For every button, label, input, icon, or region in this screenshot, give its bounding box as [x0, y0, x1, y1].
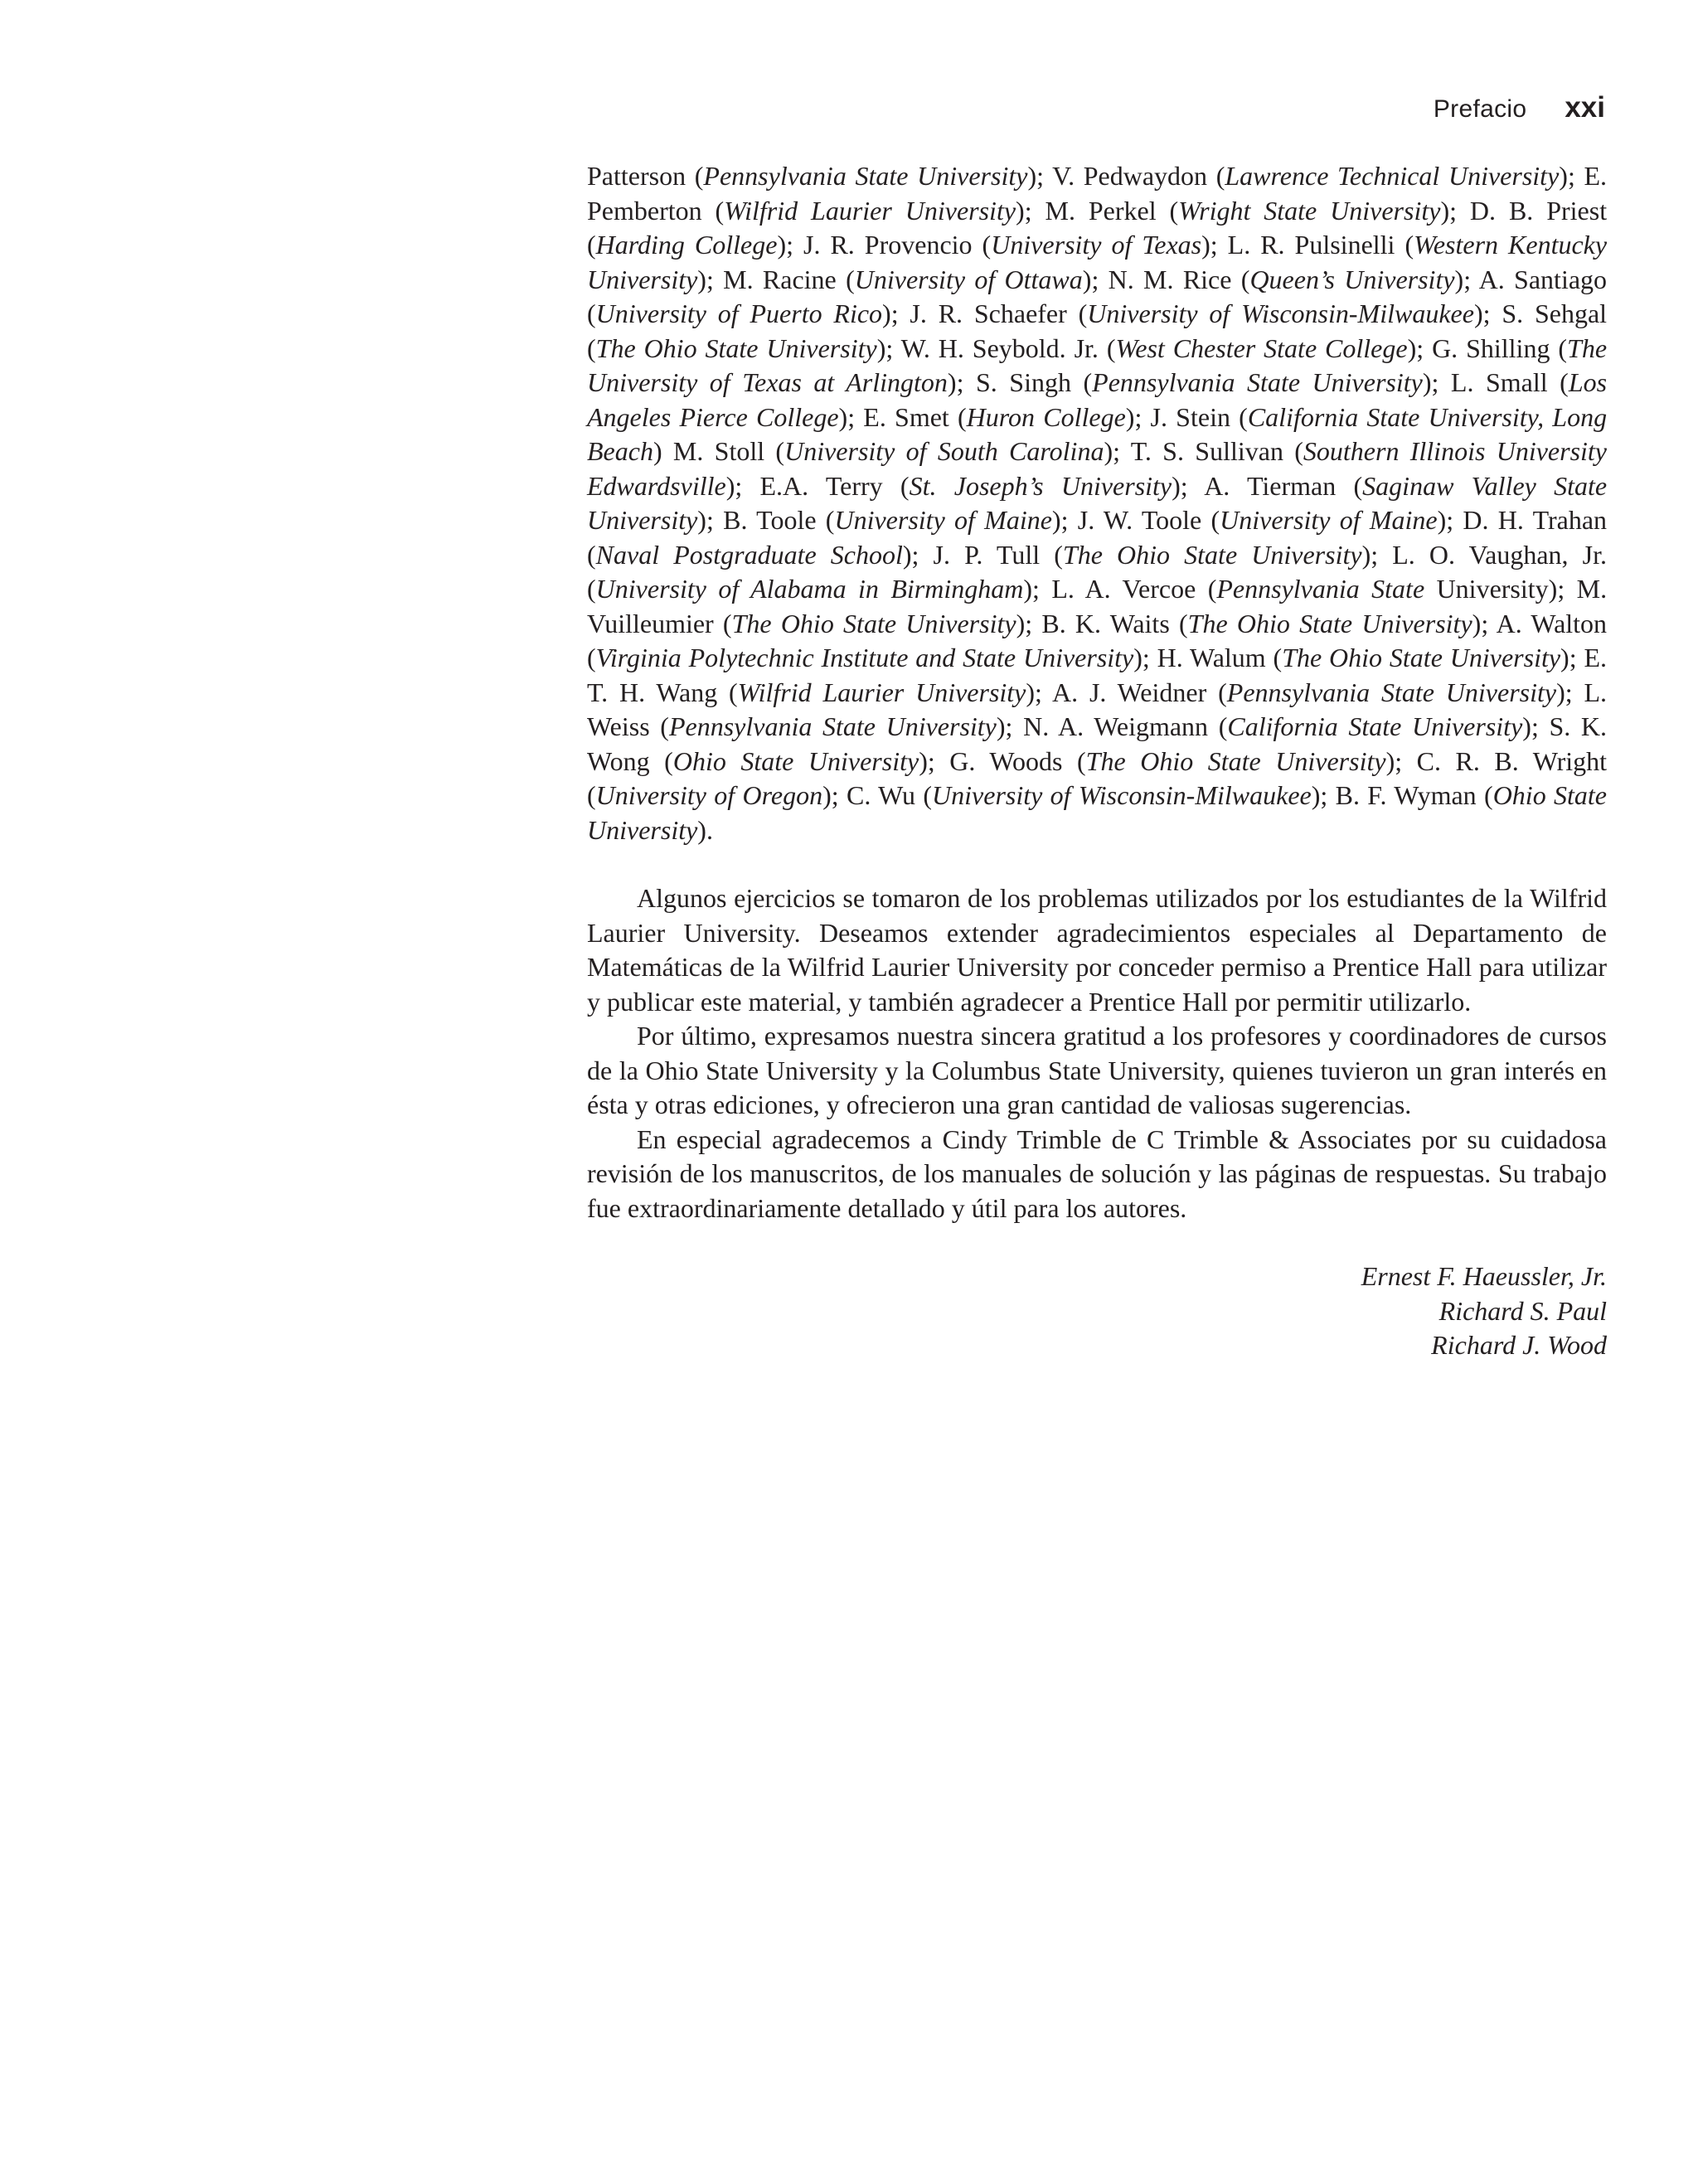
acknowledgement-entry: M. Perkel (Wright State University);: [1045, 195, 1470, 226]
reviewer-institution: Harding College: [595, 230, 778, 260]
reviewer-institution: Lawrence Technical University: [1225, 161, 1560, 191]
author-signature: Ernest F. Haeussler, Jr.: [1361, 1261, 1607, 1291]
reviewer-institution: Western Kentucky University: [587, 230, 1608, 294]
reviewer-institution: Wilfrid Laurier University: [737, 677, 1026, 707]
reviewer-name: E.A. Terry: [759, 470, 883, 501]
reviewer-institution: University of Ottawa: [854, 264, 1083, 294]
reviewer-institution: University of Texas: [991, 230, 1202, 260]
acknowledgement-entry: A. Tierman (Saginaw Valley State University);: [587, 470, 1608, 535]
reviewer-name: S. K. Wong: [587, 711, 1608, 776]
reviewer-name: M. Perkel: [1045, 195, 1157, 226]
reviewer-institution: University of Oregon: [595, 780, 823, 810]
reviewer-name: B. Toole: [723, 505, 817, 535]
acknowledgement-entry: E.A. Terry (St. Joseph’s University);: [759, 470, 1205, 501]
reviewer-name: L. Weiss: [587, 677, 1608, 741]
reviewer-institution: University of Puerto Rico: [595, 298, 883, 328]
reviewer-name: W. H. Seybold. Jr.: [900, 332, 1099, 363]
reviewer-institution: California State University: [1227, 711, 1523, 741]
reviewer-institution: Huron College: [966, 401, 1126, 432]
reviewer-name: V. Pedwaydon: [1052, 161, 1208, 191]
reviewer-institution: Pennsylvania State University: [703, 161, 1028, 191]
acknowledgement-entry: J. Stein (California State University, Long Beach): [587, 401, 1608, 466]
reviewer-name: G. Shilling: [1432, 332, 1550, 363]
acknowledgement-entry: S. Singh (Pennsylvania State University);: [975, 367, 1451, 397]
reviewer-institution: Pennsylvania State University: [668, 711, 997, 741]
reviewer-name: J. R. Schaefer: [910, 298, 1067, 328]
acknowledgement-entry: M. Vuilleumier (The Ohio State University);: [587, 574, 1608, 638]
acknowledgement-entry: V. Pedwaydon (Lawrence Technical University);: [1052, 161, 1584, 191]
acknowledgement-entry: B. Toole (University of Maine);: [723, 505, 1078, 535]
acknowledgement-entry: Patterson (Pennsylvania State University);: [587, 161, 1053, 191]
reviewer-institution: University of Wisconsin-Milwaukee: [932, 780, 1312, 810]
reviewer-institution: Pennsylvania State University: [1092, 367, 1423, 397]
acknowledgements-paragraph: [587, 159, 1607, 847]
reviewer-institution: The Ohio State University: [1187, 608, 1472, 638]
acknowledgement-entry: E. T. H. Wang (Wilfrid Laurier University);: [587, 643, 1607, 707]
acknowledgement-entry: B. F. Wyman (Ohio State University).: [587, 780, 1608, 845]
acknowledgement-entry: W. H. Seybold. Jr. (West Chester State College);: [900, 332, 1433, 363]
author-signature: Richard J. Wood: [1431, 1330, 1607, 1360]
reviewer-institution: Pennsylvania State: [1216, 574, 1425, 604]
reviewer-institution: California State University, Long Beach: [587, 401, 1608, 466]
reviewer-name: E. T. H. Wang: [587, 643, 1607, 707]
body-paragraph-1: Algunos ejercicios se tomaron de los problemas utilizados por los estudiantes de la Wilfrid Laurier University. Deseamos extender agradecimientos especiales al Departamento de Matemáticas de la Wilfrid Laurier University por conceder permiso a Prentice Hall para utilizar y publicar este material, y también agradecer a Prentice Hall por permitir utilizarlo.: [587, 883, 1607, 1017]
reviewer-institution: Naval Postgraduate School: [595, 539, 903, 570]
reviewer-name: D. B. Priest: [1469, 195, 1608, 226]
reviewer-name: D. H. Trahan: [1463, 505, 1608, 535]
reviewer-name: C. R. B. Wright: [1416, 745, 1608, 776]
acknowledgement-entry: D. B. Priest (Harding College);: [587, 195, 1608, 260]
reviewer-institution: Southern Illinois University Edwardsville: [587, 436, 1607, 501]
acknowledgement-entry: E. Pemberton (Wilfrid Laurier University);: [587, 161, 1608, 226]
acknowledgement-entry: J. R. Provencio (University of Texas);: [803, 230, 1228, 260]
acknowledgement-entry: H. Walum (The Ohio State University);: [1157, 643, 1584, 672]
reviewer-institution: Wright State University: [1178, 195, 1441, 226]
reviewer-name: L. R. Pulsinelli: [1227, 230, 1395, 260]
reviewer-institution: University of Maine: [1220, 505, 1438, 535]
reviewer-name: A. Walton: [1496, 608, 1608, 638]
acknowledgement-entry: C. R. B. Wright (University of Oregon);: [587, 745, 1608, 810]
reviewer-name: Patterson: [587, 161, 686, 191]
page-body: [587, 159, 1607, 1363]
reviewer-name: J. P. Tull: [933, 539, 1041, 570]
reviewer-name: M. Stoll: [672, 436, 765, 466]
reviewer-name: M. Racine: [723, 264, 837, 294]
body-paragraph-2: Por último, expresamos nuestra sincera gratitud a los profesores y coordinadores de cursos de la Ohio State University y la Columbus State University, quienes tuvieron un gran interés en ésta y otras ediciones, y ofrecieron una gran cantidad de valiosas sugerencias.: [587, 1021, 1607, 1119]
reviewer-institution-tail: University: [1424, 574, 1549, 604]
reviewer-name: C. Wu: [847, 780, 916, 810]
reviewer-name: J. Stein: [1150, 401, 1230, 432]
acknowledgement-entry: N. A. Weigmann (California State University);: [1023, 711, 1550, 741]
acknowledgement-entry: L. A. Vercoe (Pennsylvania State University);: [1051, 574, 1577, 604]
reviewer-name: J. R. Provencio: [803, 230, 973, 260]
reviewer-name: B. F. Wyman: [1335, 780, 1477, 810]
reviewer-institution: St. Joseph’s University: [909, 470, 1172, 501]
running-header: [1434, 91, 1605, 124]
reviewer-name: G. Woods: [949, 745, 1063, 776]
reviewer-institution: Los Angeles Pierce College: [587, 367, 1608, 432]
reviewer-name: A. Tierman: [1204, 470, 1337, 501]
acknowledgement-entry: A. Walton (Virginia Polytechnic Institute and State University);: [587, 608, 1608, 672]
reviewer-institution: University of Maine: [834, 505, 1052, 535]
header-page-number: xxi: [1565, 91, 1605, 124]
acknowledgement-entry: G. Woods (The Ohio State University);: [949, 745, 1417, 776]
reviewer-name: T. S. Sullivan: [1130, 436, 1283, 466]
reviewer-name: J. W. Toole: [1077, 505, 1202, 535]
reviewer-name: E. Pemberton: [587, 161, 1608, 226]
reviewer-institution: The Ohio State University: [1282, 643, 1561, 672]
reviewer-name: B. K. Waits: [1041, 608, 1170, 638]
acknowledgement-entry: J. W. Toole (University of Maine);: [1077, 505, 1463, 535]
body-paragraph-3: En especial agradecemos a Cindy Trimble de C Trimble & Associates por su cuidadosa revisión de los manuscritos, de los manuales de solución y las páginas de respuestas. Su trabajo fue extraordinariamente detallado y útil para los autores.: [587, 1124, 1607, 1223]
reviewer-institution: University of Alabama in Birmingham: [595, 574, 1024, 604]
signature-block: [587, 1259, 1607, 1363]
acknowledgement-entry: M. Stoll (University of South Carolina);: [672, 436, 1131, 466]
reviewer-name: S. Singh: [975, 367, 1071, 397]
reviewer-name: N. A. Weigmann: [1023, 711, 1209, 741]
acknowledgement-entry: M. Racine (University of Ottawa);: [723, 264, 1109, 294]
reviewer-name: A. Santiago: [1478, 264, 1608, 294]
acknowledgement-entry: S. K. Wong (Ohio State University);: [587, 711, 1608, 776]
reviewer-institution: Wilfrid Laurier University: [724, 195, 1016, 226]
acknowledgement-entry: L. Small (Los Angeles Pierce College);: [587, 367, 1608, 432]
author-signature: Richard S. Paul: [1438, 1295, 1607, 1326]
reviewer-institution: Virginia Polytechnic Institute and State University: [595, 643, 1134, 672]
acknowledgement-entry: N. M. Rice (Queen’s University);: [1108, 264, 1479, 294]
reviewer-name: S. Sehgal: [1502, 298, 1608, 328]
acknowledgement-entry: J. R. Schaefer (University of Wisconsin-Milwaukee);: [910, 298, 1502, 328]
reviewer-institution: The Ohio State University: [595, 332, 877, 363]
reviewer-institution: Ohio State University: [587, 780, 1608, 845]
reviewer-institution: West Chester State College: [1115, 332, 1408, 363]
acknowledgement-entry: S. Sehgal (The Ohio State University);: [587, 298, 1608, 363]
acknowledgement-entry: L. Weiss (Pennsylvania State University);: [587, 677, 1608, 741]
reviewer-name: M. Vuilleumier: [587, 574, 1608, 638]
reviewer-institution: The Ohio State University: [731, 608, 1016, 638]
acknowledgement-entry: T. S. Sullivan (Southern Illinois University Edwardsville);: [587, 436, 1607, 501]
acknowledgement-entry: C. Wu (University of Wisconsin-Milwaukee);: [847, 780, 1336, 810]
reviewer-name: L. A. Vercoe: [1051, 574, 1196, 604]
reviewer-institution: Pennsylvania State University: [1226, 677, 1557, 707]
reviewer-institution: University of Wisconsin-Milwaukee: [1087, 298, 1474, 328]
acknowledgement-entry: A. J. Weidner (Pennsylvania State University);: [1052, 677, 1584, 707]
acknowledgement-entry: A. Santiago (University of Puerto Rico);: [587, 264, 1608, 328]
acknowledgement-entry: L. R. Pulsinelli (Western Kentucky University);: [587, 230, 1608, 294]
reviewer-name: L. O. Vaughan, Jr.: [1392, 539, 1607, 570]
acknowledgement-entry: D. H. Trahan (Naval Postgraduate School);: [587, 505, 1608, 570]
reviewer-institution: University of South Carolina: [784, 436, 1104, 466]
reviewer-institution: The University of Texas at Arlington: [587, 332, 1608, 397]
header-section-title: Prefacio: [1433, 95, 1527, 123]
reviewer-name: A. J. Weidner: [1052, 677, 1207, 707]
reviewer-name: N. M. Rice: [1108, 264, 1232, 294]
acknowledgement-entry: G. Shilling (The University of Texas at Arlington);: [587, 332, 1608, 397]
acknowledgement-entry: E. Smet (Huron College);: [863, 401, 1151, 432]
reviewer-institution: The Ohio State University: [1062, 539, 1362, 570]
reviewer-institution: Ohio State University: [672, 745, 919, 776]
reviewer-name: H. Walum: [1157, 643, 1266, 672]
acknowledgement-entry: B. K. Waits (The Ohio State University);: [1041, 608, 1497, 638]
acknowledgement-entry: L. O. Vaughan, Jr. (University of Alabama in Birmingham);: [587, 539, 1607, 604]
reviewer-name: E. Smet: [863, 401, 949, 432]
reviewer-institution: Saginaw Valley State University: [587, 470, 1608, 535]
reviewer-institution: The Ohio State University: [1085, 745, 1386, 776]
acknowledgement-entry: J. P. Tull (The Ohio State University);: [933, 539, 1393, 570]
reviewer-institution: Queen’s University: [1249, 264, 1455, 294]
reviewer-name: L. Small: [1450, 367, 1548, 397]
